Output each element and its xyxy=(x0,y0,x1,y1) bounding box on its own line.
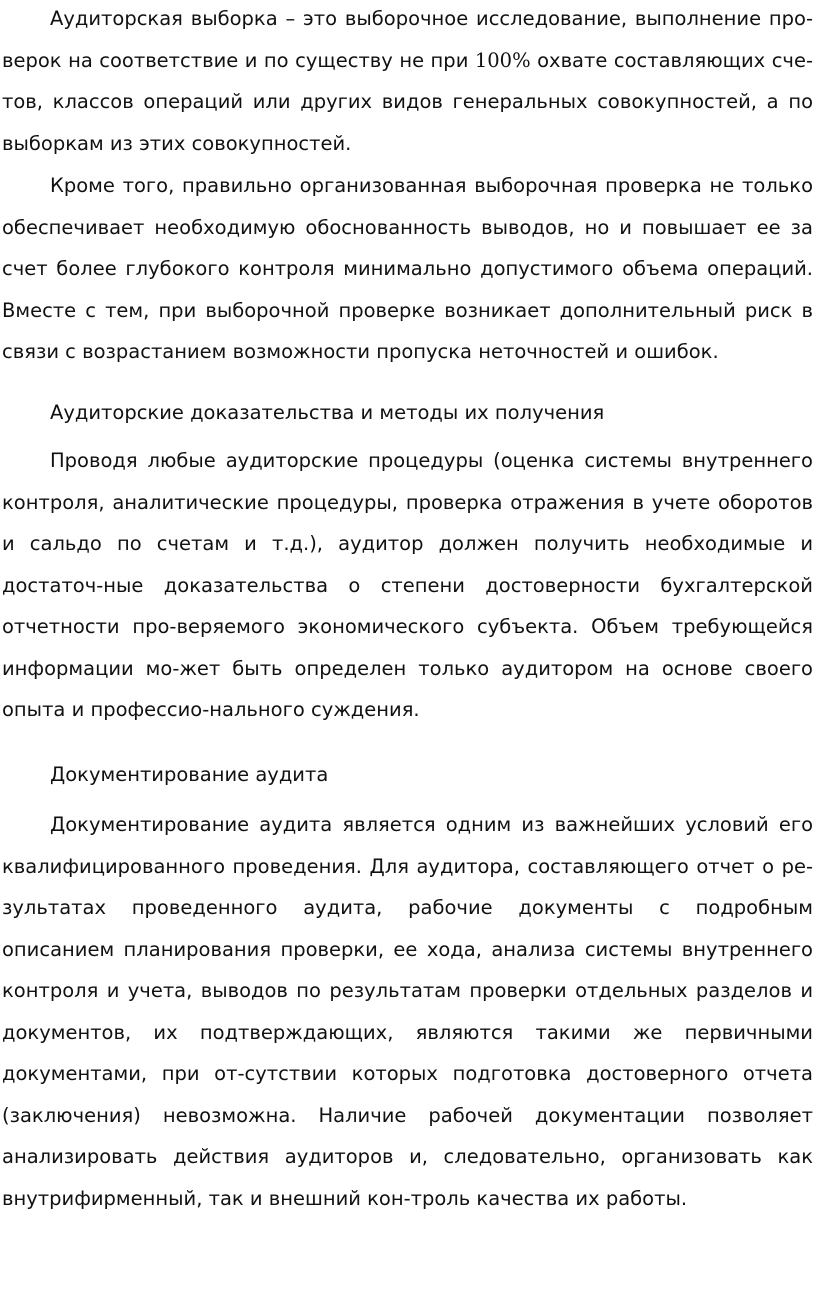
paragraph-audit-documentation: Документирование аудита является одним из важнейших условий его квалифицированного проведения. Для аудитора, составляющего отчет о ре-зультатах проведенного аудита, рабочие документы с подробным описанием планирования проверки, ее хода, анализа системы внутреннего контроля и учета, выводов по результатам проверки отдельных разделов и документов, их подтверждающих, являются такими же первичными документами, при от-сутствии которых подготовка достоверного отчета (заключения) невозможна. Наличие рабочей документации позволяет анализировать действия аудиторов и, следовательно, организовать как внутрифирменный, так и внешний кон-троль качества их работы. xyxy=(2,813,813,1210)
heading-audit-documentation: Документирование аудита xyxy=(50,763,329,786)
paragraph-audit-sampling-text-start: Аудиторская выборка – это выборочное исследование, выполнение про-верок на соответствие и по существу не при xyxy=(2,7,813,72)
percentage-value: 100% xyxy=(474,48,531,72)
heading-audit-evidence: Аудиторские доказательства и методы их получения xyxy=(50,401,605,424)
paragraph-audit-sampling-text-end: охвате составляющих сче-тов, классов операций или других видов генеральных совокупностей, а по выборкам из этих совокупностей. xyxy=(2,48,813,155)
paragraph-audit-sampling xyxy=(2,0,813,164)
paragraph-sampling-benefits: Кроме того, правильно организованная выборочная проверка не только обеспечивает необходимую обоснованность выводов, но и повышает ее за счет более глубокого контроля минимально допустимого объема операций. Вместе с тем, при выборочной проверке возникает дополнительный риск в связи с возрастанием возможности пропуска неточностей и ошибок. xyxy=(2,174,813,363)
paragraph-audit-evidence: Проводя любые аудиторские процедуры (оценка системы внутреннего контроля, аналитические процедуры, проверка отражения в учете оборотов и сальдо по счетам и т.д.), аудитор должен получить необходимые и достаточ-ные доказательства о степени достоверности бухгалтерской отчетности про-веряемого экономического субъекта. Объем требующейся информации мо-жет быть определен только аудитором на основе своего опыта и профессио-нального суждения. xyxy=(2,449,813,721)
